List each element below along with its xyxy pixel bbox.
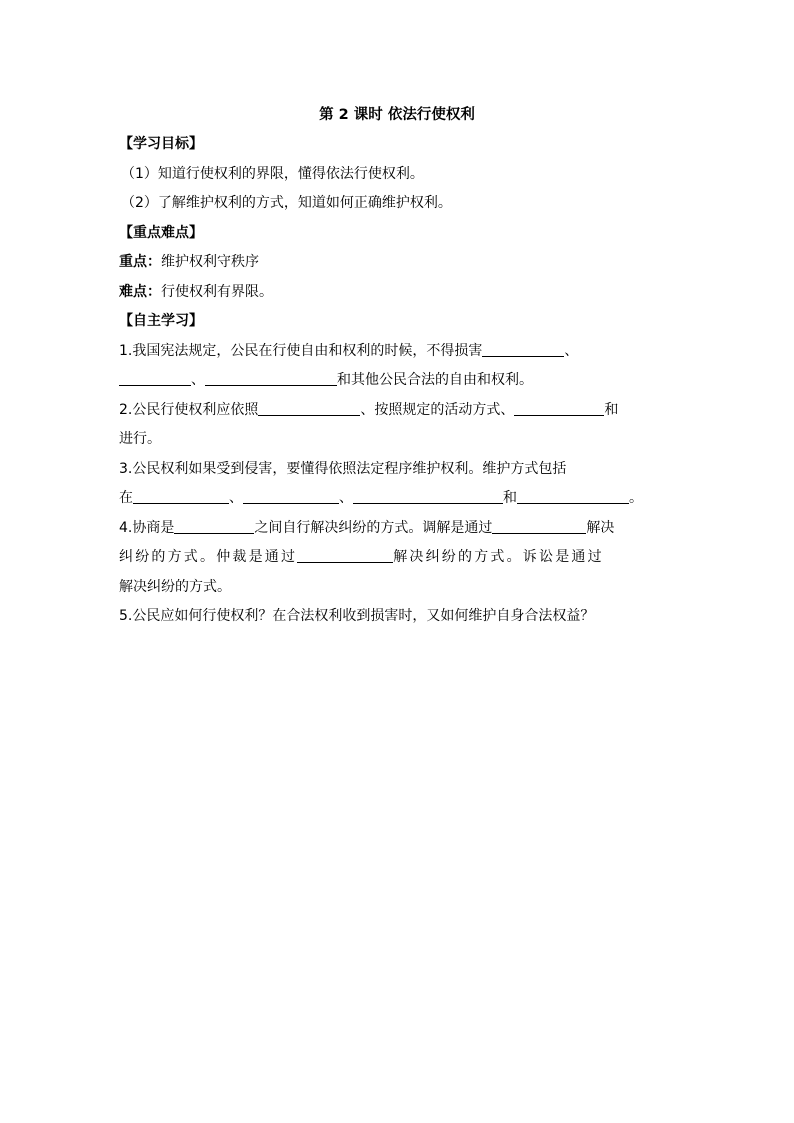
question-2-line-2: 进行。 [119,431,161,447]
question-4-line-2 [119,543,675,573]
question-2-line-1 [119,396,675,426]
q3-sep-1: 、 [229,490,243,506]
q1-blank-2[interactable] [119,369,191,386]
focus-label: 重点： [119,254,161,270]
goal-item-2: （2）了解维护权利的方式，知道如何正确维护权利。 [121,195,452,211]
worksheet-content [119,100,675,632]
q4-text-a: 4.协商是 [119,519,175,536]
q3-blank-4[interactable] [517,487,629,504]
q3-blank-2[interactable] [243,487,339,504]
goals-heading: 【学习目标】 [119,136,203,152]
q3-end: 。 [629,490,643,506]
question-3-line-2 [119,484,675,514]
q1-blank-3[interactable] [205,369,337,386]
q1-blank-1[interactable] [482,340,564,357]
q1-text-b: 和其他公民合法的自由和权利。 [337,372,533,388]
q1-sep-1: 、 [564,342,579,359]
q2-text-c: 和 [604,401,619,418]
key-points-heading: 【重点难点】 [119,224,203,241]
self-study-heading: 【自主学习】 [119,313,203,329]
q3-and: 和 [503,490,517,506]
focus-line [119,248,675,278]
difficulty-label: 难点： [119,283,161,300]
question-3-line-1: 3.公民权利如果受到侵害，要懂得依照法定程序维护权利。维护方式包括 [119,460,567,477]
q4-text-c: 解决 [586,519,615,536]
page-title: 第 2 课时 依法行使权利 [319,107,475,123]
q4-blank-3[interactable] [297,546,393,563]
difficulty-line [119,278,675,308]
q2-blank-2[interactable] [514,399,604,416]
q4-blank-2[interactable] [492,517,586,534]
q3-text-b: 在 [119,490,133,506]
q3-blank-1[interactable] [133,487,229,504]
goal-item-1: （1）知道行使权利的界限，懂得依法行使权利。 [121,165,424,182]
difficulty-text: 行使权利有界限。 [161,283,273,300]
q4-text-b: 之间自行解决纠纷的方式。调解是通过 [254,519,493,536]
question-5: 5.公民应如何行使权利？在合法权利收到损害时，又如何维护自身合法权益？ [119,608,595,624]
q4-blank-1[interactable] [174,517,254,534]
question-4-line-3: 解决纠纷的方式。 [119,578,231,595]
q4-text-e: 解决纠纷的方式。诉讼是通过 [393,549,604,565]
q3-blank-3[interactable] [353,487,503,504]
q2-text-a: 2.公民行使权利应依照 [119,401,259,418]
q1-text-a: 1.我国宪法规定，公民在行使自由和权利的时候，不得损害 [119,342,483,359]
q4-text-d: 纠纷的方式。仲裁是通过 [119,549,298,565]
question-1-line-1 [119,337,675,367]
q2-text-b: 、按照规定的活动方式、 [360,401,515,418]
q2-blank-1[interactable] [258,399,360,416]
focus-text: 维护权利守秩序 [161,254,259,270]
question-1-line-2 [119,366,675,396]
q1-sep-2: 、 [191,372,205,388]
q3-sep-2: 、 [339,490,353,506]
question-4-line-1 [119,514,675,544]
